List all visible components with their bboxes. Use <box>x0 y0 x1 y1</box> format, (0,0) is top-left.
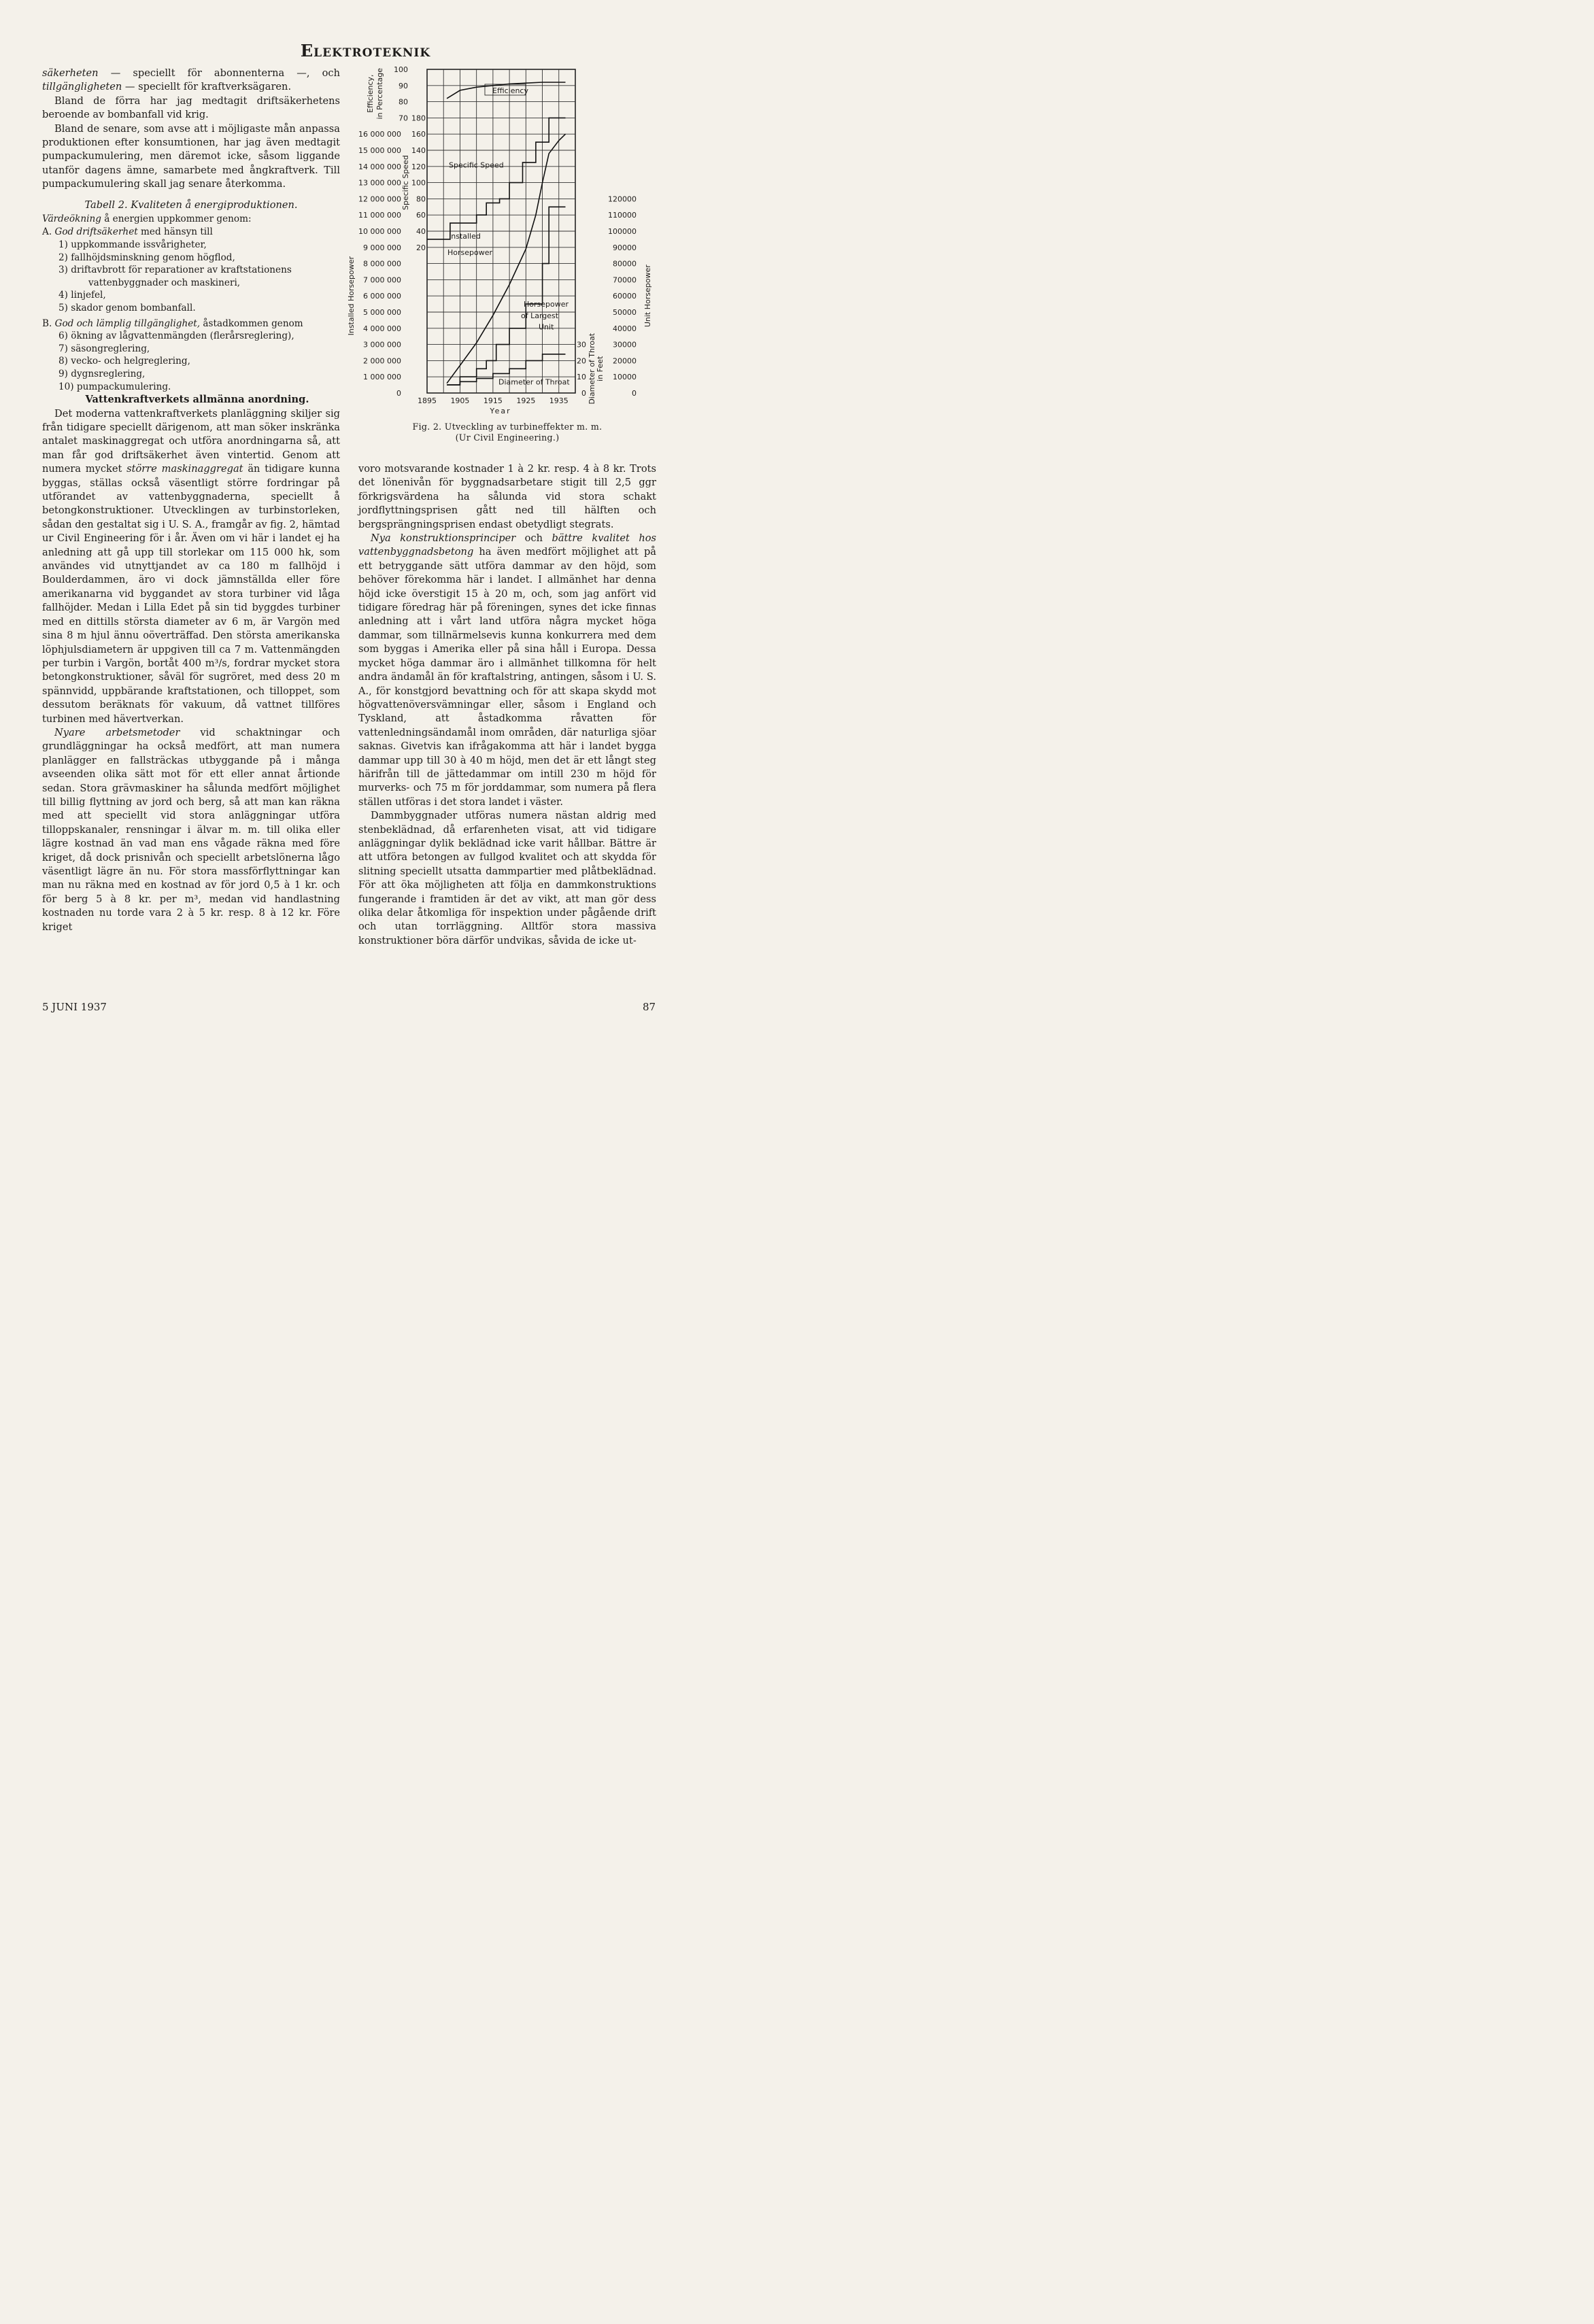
largest-unit-label-3: Unit <box>539 322 554 332</box>
page-number: 87 <box>643 1001 656 1013</box>
x-tick-label: 1905 <box>450 396 470 405</box>
italic-text: tillgängligheten <box>42 81 122 93</box>
tick-label: 10000 <box>613 373 637 382</box>
figure-caption <box>358 422 656 443</box>
tick-label: 5 000 000 <box>363 308 401 317</box>
tick-label: 10 <box>577 373 586 382</box>
diameter-label: Diameter of Throat <box>498 377 570 387</box>
tick-label: 0 <box>581 389 586 398</box>
x-axis-label: Year <box>490 407 511 415</box>
tick-label: 100000 <box>608 227 637 236</box>
paragraph-r1: voro motsvarande kostnader 1 à 2 kr. resp. 4 à 8 kr. Trots det lönenivån för byggnadsarbetare stigit till 2,5 ggr förkrigsvärdena ha sålunda vid stora schakt jordflyttningsprisen gått ned till hälften och bergsprängningsprisen endast obetydligt stegrats. <box>358 463 656 530</box>
x-tick-label: 1935 <box>549 396 569 405</box>
tick-label: 90 <box>398 81 408 90</box>
tick-label: 100 <box>394 65 408 74</box>
italic-text: God och lämplig tillgänglighet, <box>54 318 201 329</box>
text: å energien uppkommer genom: <box>101 213 252 225</box>
section-heading: Vattenkraftverkets allmänna anordning. <box>85 394 309 406</box>
tick-label: 100 <box>411 178 426 188</box>
efficiency-axis-title-2: in Percentage <box>375 67 384 120</box>
footer-date: 5 JUNI 1937 <box>42 1001 107 1013</box>
text: Det moderna vattenkraftverkets planläggning skiljer sig från tidigare speciellt därigenom, att man söker inskränka antalet maskinaggregat och utföra anordningarna så, att man får god driftsäkerhet även vintertid. Genom att numera mycket <box>42 407 340 475</box>
tick-label: 15 000 000 <box>358 146 401 155</box>
tick-label: 4 000 000 <box>363 324 401 333</box>
paragraph-2: Bland de förra har jag medtagit driftsäkerhetens beroende av bombanfall vid krig. <box>42 95 340 121</box>
right-column <box>358 462 656 948</box>
tick-label: 16 000 000 <box>358 130 401 139</box>
tick-label: 120 <box>411 162 426 171</box>
paragraph-r2 <box>358 532 656 809</box>
list-item: 8) vecko- och helgreglering, <box>58 356 190 367</box>
list-item: 2) fallhöjdsminskning genom högflod, <box>58 252 235 263</box>
list-item: 5) skador genom bombanfall. <box>58 303 196 314</box>
turbine-chart <box>345 61 658 422</box>
tick-label: 6 000 000 <box>363 292 401 301</box>
text: med hänsyn till <box>137 226 213 238</box>
table-intro <box>42 212 340 226</box>
list-item <box>42 226 340 239</box>
tick-label: 30000 <box>613 340 637 349</box>
series-line <box>427 118 566 239</box>
tick-label: 80 <box>416 194 426 204</box>
list-item-continuation: vattenbyggnader och maskineri, <box>88 277 241 288</box>
tick-label: 2 000 000 <box>363 356 401 366</box>
tick-label: 11 000 000 <box>358 211 401 220</box>
tick-label: 0 <box>632 389 637 398</box>
text: — speciellt för abonnenterna —, och <box>98 67 340 79</box>
tick-label: 20 <box>577 356 586 366</box>
text: än tidigare kunna byggas, ställas också väsentligt större fordringar på utförandet av vattenbyggnaderna, speciellt å betongkonstruktioner. Utvecklingen av turbinstorleken, sådan den gestaltat sig i U. S. A., framgår av fig. 2, hämtad ur Civil Engineering för i år. Även om vi här i landet ej ha anledning att gå upp till storlekar om 115 000 hk, som användes vid utnyttjandet av ca 180 m fallhöjd i Boulderdammen, äro vi dock jämnställda eller före amerikanarna vid byggandet av stora turbiner vid låga fallhöjder. Medan i Lilla Edet på sin tid byggdes turbiner med en dittills största diameter av 6 m, är Vargön med sina 8 m hjul ännu oöverträffad. Den största amerikanska löphjulsdiametern är uppgiven till ca 7 m. Vattenmängden per turbin i Vargön, bortåt 400 m³/s, fordrar mycket stora betongkonstruktioner, såväl för sugröret, med dess 20 m spännvidd, uppbärande kraftstationen, och tilloppet, som dessutom beräknats för vakuum, då vattnet tillföres turbinen med hävertverkan. <box>42 463 340 725</box>
tick-label: 7 000 000 <box>363 275 401 285</box>
installed-hp-label: Installed <box>449 232 481 241</box>
tick-label: 20 <box>416 243 426 252</box>
specific-speed-label: Specific Speed <box>449 160 504 170</box>
text: — speciellt för kraftverksägaren. <box>122 81 292 93</box>
x-tick-label: 1925 <box>516 396 536 405</box>
list-item: 9) dygnsreglering, <box>58 369 146 379</box>
paragraph-3: Bland de senare, som avse att i möjligaste mån anpassa produktionen efter konsumtionen, har jag även medtagit pumpackumulering, men däremot icke, såsom liggande utanför dagens ämne, samarbete med ångkraftverk. Till pumpackumulering skall jag senare återkomma. <box>42 122 340 190</box>
journal-page <box>0 0 731 1066</box>
italic-text: större maskinaggregat <box>126 463 243 475</box>
tick-label: 120000 <box>608 194 637 204</box>
italic-text: Nya konstruktionsprinciper <box>371 532 516 545</box>
list-item: 7) säsongreglering, <box>58 343 150 354</box>
tick-label: 9 000 000 <box>363 243 401 252</box>
paragraph-r3: Dammbyggnader utföras numera nästan aldrig med stenbeklädnad, då erfarenheten visat, att vid tidigare anläggningar dylik beklädnad icke varit hållbar. Bättre är att utföra betongen av fullgod kvalitet och att skydda för slitning speciellt utsatta dammpartier med plåtbeklädnad. För att öka möjligheten att följa en dammkonstruktions fungerande i framtiden är det av vikt, att man gör dess olika delar åtkomliga för inspektion under pågående drift och utan torrläggning. Alltför stora massiva konstruktioner böra därför undvikas, såvida de icke ut- <box>358 810 656 946</box>
tick-label: 70 <box>398 114 408 123</box>
list-item: 4) linjefel, <box>58 290 106 301</box>
series-line <box>447 134 565 383</box>
x-tick-label: 1895 <box>418 396 437 405</box>
tick-label: 70000 <box>613 275 637 285</box>
text: och <box>515 532 552 545</box>
paragraph-5 <box>42 726 340 934</box>
tick-label: 90000 <box>613 243 637 252</box>
italic-text: säkerheten <box>42 67 99 79</box>
table-title: Tabell 2. Kvaliteten å energiproduktionen. <box>84 199 298 211</box>
figure-2 <box>345 61 658 442</box>
tick-label: 110000 <box>608 211 637 220</box>
efficiency-axis-title: Efficiency, <box>366 74 375 113</box>
tick-label: 50000 <box>613 308 637 317</box>
tick-label: 13 000 000 <box>358 178 401 188</box>
text: åstadkommen genom <box>200 318 303 329</box>
italic-text: Nyare arbetsmetoder <box>54 726 180 738</box>
tick-label: 14 000 000 <box>358 162 401 171</box>
table-list <box>42 226 340 393</box>
specific-speed-axis-title: Specific Speed <box>401 155 410 210</box>
tick-label: 180 <box>411 114 426 123</box>
largest-unit-label-2: of Largest <box>521 311 559 320</box>
tick-label: 160 <box>411 130 426 139</box>
tick-label: 10 000 000 <box>358 227 401 236</box>
text: vid schaktningar och grundläggningar ha också medfört, att man numera planlägger en fallsträckas utbyggande på i många avseenden olika sätt mot för ett eller annat årtionde sedan. Stora grävmaskiner ha sålunda medfört möjlighet till billig flyttning av jord och berg, så att man kan räkna med att speciellt vid stora anläggningar utföra tilloppskanaler, rensningar i älvar m. m. till olika eller lägre kostnad än vad man ens vågade räkna med före kriget, då dock prisnivån och speciellt arbetslönerna lågo väsentligt lägre än nu. För stora massförflyttningar kan man nu räkna med en kostnad av för jord 0,5 à 1 kr. och för berg 5 à 8 kr. per m³, medan vid handlastning kostnaden nu torde vara 2 à 5 kr. resp. 8 à 12 kr. Före kriget <box>42 726 340 933</box>
tick-label: 60 <box>416 211 426 220</box>
text: ha även medfört möjlighet att på ett betryggande sätt utföra dammar av den höjd, som behöver förekomma här i landet. I allmänhet har denna höjd icke överstigit 15 à 20 m, och, som jag anfört vid tidigare föredrag här på föreningen, synes det icke finnas anledning att i vårt land utföra några mycket höga dammar, som tillnärmelsevis kunna konkurrera med dem som byggas i Amerika eller på sina håll i Europa. Dessa mycket höga dammar äro i allmänhet tillkomna för helt andra ändamål än för kraftalstring, antingen, såsom i U. S. A., för konstgjord bevattning och för att skapa skydd mot högvattenöversvämningar eller, såsom i England och Tyskland, att åstadkomma råvatten för vattenledningsändamål inom områden, där naturliga sjöar saknas. Givetvis kan ifrågakomma att här i landet bygga dammar upp till 30 à 40 m höjd, men det är ett långt steg härifrån till de jättedammar om intill 230 m höjd för murverks- och 75 m för jorddammar, som numera på flera ställen utföras i det stora landet i väster. <box>358 546 656 808</box>
paragraph-1 <box>42 67 340 95</box>
tick-label: 1 000 000 <box>363 373 401 382</box>
journal-header: Elektroteknik <box>300 41 431 61</box>
list-item <box>42 318 340 330</box>
tick-label: 40 <box>416 227 426 236</box>
left-column <box>42 67 340 934</box>
list-item: 6) ökning av lågvattenmängden (flerårsreglering), <box>58 330 294 342</box>
caption-line-1: Fig. 2. Utveckling av turbineffekter m. m. <box>412 422 603 432</box>
x-tick-label: 1915 <box>483 396 503 405</box>
caption-line-2: (Ur Civil Engineering.) <box>455 432 560 443</box>
italic-text: Värdeökning <box>42 213 101 225</box>
tick-label: 80000 <box>613 259 637 269</box>
diameter-axis-title: Diameter of Throat <box>588 332 596 405</box>
tick-label: 140 <box>411 146 426 155</box>
installed-hp-axis-title: Installed Horsepower <box>347 256 356 336</box>
list-item: 3) driftavbrott för reparationer av kraftstationens <box>58 264 292 276</box>
tick-label: 8 000 000 <box>363 259 401 269</box>
tick-label: 40000 <box>613 324 637 333</box>
italic-text: God driftsäkerhet <box>54 226 138 238</box>
tick-label: 30 <box>577 340 586 349</box>
tick-label: 60000 <box>613 292 637 301</box>
list-item: 10) pumpackumulering. <box>58 381 171 392</box>
installed-hp-label-2: Horsepower <box>447 247 493 257</box>
tick-label: 3 000 000 <box>363 340 401 349</box>
tick-label: 0 <box>396 389 401 398</box>
efficiency-label: Efficiency <box>492 86 528 95</box>
unit-hp-axis-title: Unit Horsepower <box>643 264 652 328</box>
diameter-axis-title-2: in Feet <box>596 356 605 381</box>
tick-label: 80 <box>398 97 408 107</box>
largest-unit-label: Horsepower <box>524 300 569 309</box>
italic-text: bättre kvalitet hos vattenbyggnadsbetong <box>358 532 657 558</box>
list-item: 1) uppkommande issvårigheter, <box>58 239 207 251</box>
list-label: A. <box>42 226 52 238</box>
tick-label: 20000 <box>613 356 637 366</box>
tick-label: 12 000 000 <box>358 194 401 204</box>
paragraph-4 <box>42 407 340 726</box>
list-label: B. <box>42 318 52 329</box>
